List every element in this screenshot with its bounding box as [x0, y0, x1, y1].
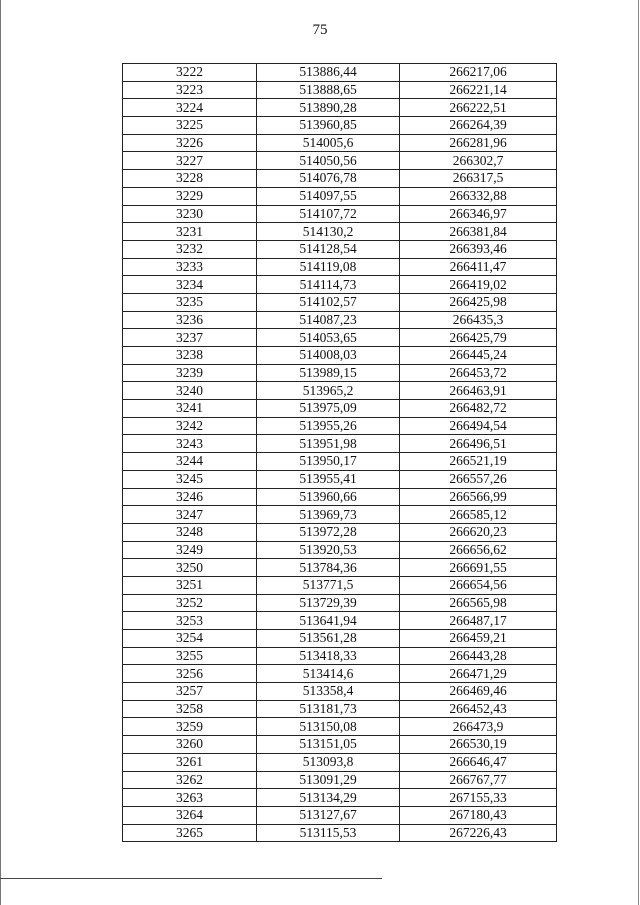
point-number-cell: 3250	[123, 559, 257, 577]
point-number-cell: 3254	[123, 630, 257, 648]
point-number-cell: 3231	[123, 223, 257, 241]
y-coordinate-cell: 266494,54	[400, 417, 557, 435]
x-coordinate-cell: 513955,41	[257, 470, 400, 488]
x-coordinate-cell: 514008,03	[257, 347, 400, 365]
y-coordinate-cell: 266425,98	[400, 293, 557, 311]
y-coordinate-cell: 266411,47	[400, 258, 557, 276]
point-number-cell: 3247	[123, 506, 257, 524]
y-coordinate-cell: 267180,43	[400, 806, 557, 824]
y-coordinate-cell: 266453,72	[400, 364, 557, 382]
y-coordinate-cell: 267155,33	[400, 789, 557, 807]
y-coordinate-cell: 266620,23	[400, 523, 557, 541]
x-coordinate-cell: 514130,2	[257, 223, 400, 241]
point-number-cell: 3257	[123, 683, 257, 701]
table-row	[123, 152, 557, 170]
table-row	[123, 700, 557, 718]
y-coordinate-cell: 266646,47	[400, 753, 557, 771]
table-row	[123, 347, 557, 365]
table-row	[123, 789, 557, 807]
point-number-cell: 3240	[123, 382, 257, 400]
table-row	[123, 99, 557, 117]
y-coordinate-cell: 266425,79	[400, 329, 557, 347]
point-number-cell: 3260	[123, 736, 257, 754]
table-row	[123, 630, 557, 648]
y-coordinate-cell: 266445,24	[400, 347, 557, 365]
point-number-cell: 3265	[123, 824, 257, 842]
point-number-cell: 3227	[123, 152, 257, 170]
y-coordinate-cell: 266302,7	[400, 152, 557, 170]
y-coordinate-cell: 266459,21	[400, 630, 557, 648]
y-coordinate-cell: 266471,29	[400, 665, 557, 683]
table-row	[123, 293, 557, 311]
page-number: 75	[312, 22, 328, 38]
x-coordinate-cell: 514097,55	[257, 187, 400, 205]
point-number-cell: 3225	[123, 117, 257, 135]
point-number-cell: 3253	[123, 612, 257, 630]
y-coordinate-cell: 266691,55	[400, 559, 557, 577]
x-coordinate-cell: 513955,26	[257, 417, 400, 435]
y-coordinate-cell: 266221,14	[400, 81, 557, 99]
table-row	[123, 453, 557, 471]
x-coordinate-cell: 514087,23	[257, 311, 400, 329]
x-coordinate-cell: 513729,39	[257, 594, 400, 612]
y-coordinate-cell: 267226,43	[400, 824, 557, 842]
x-coordinate-cell: 514053,65	[257, 329, 400, 347]
table-row	[123, 329, 557, 347]
table-row	[123, 559, 557, 577]
y-coordinate-cell: 266496,51	[400, 435, 557, 453]
y-coordinate-cell: 266585,12	[400, 506, 557, 524]
point-number-cell: 3245	[123, 470, 257, 488]
y-coordinate-cell: 266217,06	[400, 64, 557, 82]
y-coordinate-cell: 266473,9	[400, 718, 557, 736]
point-number-cell: 3242	[123, 417, 257, 435]
y-coordinate-cell: 266281,96	[400, 134, 557, 152]
y-coordinate-cell: 266487,17	[400, 612, 557, 630]
point-number-cell: 3261	[123, 753, 257, 771]
x-coordinate-cell: 513969,73	[257, 506, 400, 524]
x-coordinate-cell: 513975,09	[257, 400, 400, 418]
table-row	[123, 506, 557, 524]
x-coordinate-cell: 513150,08	[257, 718, 400, 736]
y-coordinate-cell: 266469,46	[400, 683, 557, 701]
point-number-cell: 3258	[123, 700, 257, 718]
point-number-cell: 3226	[123, 134, 257, 152]
point-number-cell: 3255	[123, 647, 257, 665]
table-row	[123, 117, 557, 135]
x-coordinate-cell: 513358,4	[257, 683, 400, 701]
y-coordinate-cell: 266566,99	[400, 488, 557, 506]
point-number-cell: 3236	[123, 311, 257, 329]
x-coordinate-cell: 513641,94	[257, 612, 400, 630]
y-coordinate-cell: 266767,77	[400, 771, 557, 789]
y-coordinate-cell: 266482,72	[400, 400, 557, 418]
x-coordinate-cell: 514102,57	[257, 293, 400, 311]
point-number-cell: 3229	[123, 187, 257, 205]
point-number-cell: 3251	[123, 576, 257, 594]
y-coordinate-cell: 266656,62	[400, 541, 557, 559]
x-coordinate-cell: 513920,53	[257, 541, 400, 559]
table-row	[123, 240, 557, 258]
x-coordinate-cell: 513989,15	[257, 364, 400, 382]
x-coordinate-cell: 513418,33	[257, 647, 400, 665]
table-row	[123, 665, 557, 683]
point-number-cell: 3223	[123, 81, 257, 99]
x-coordinate-cell: 513784,36	[257, 559, 400, 577]
x-coordinate-cell: 513886,44	[257, 64, 400, 82]
table-row	[123, 170, 557, 188]
y-coordinate-cell: 266530,19	[400, 736, 557, 754]
x-coordinate-cell: 513561,28	[257, 630, 400, 648]
x-coordinate-cell: 513960,66	[257, 488, 400, 506]
y-coordinate-cell: 266332,88	[400, 187, 557, 205]
y-coordinate-cell: 266565,98	[400, 594, 557, 612]
x-coordinate-cell: 514128,54	[257, 240, 400, 258]
x-coordinate-cell: 513091,29	[257, 771, 400, 789]
point-number-cell: 3264	[123, 806, 257, 824]
table-row	[123, 523, 557, 541]
y-coordinate-cell: 266393,46	[400, 240, 557, 258]
table-row	[123, 683, 557, 701]
x-coordinate-cell: 513134,29	[257, 789, 400, 807]
table-row	[123, 647, 557, 665]
table-row	[123, 824, 557, 842]
x-coordinate-cell: 513414,6	[257, 665, 400, 683]
point-number-cell: 3233	[123, 258, 257, 276]
x-coordinate-cell: 513888,65	[257, 81, 400, 99]
table-row	[123, 771, 557, 789]
point-number-cell: 3259	[123, 718, 257, 736]
y-coordinate-cell: 266654,56	[400, 576, 557, 594]
point-number-cell: 3222	[123, 64, 257, 82]
y-coordinate-cell: 266521,19	[400, 453, 557, 471]
table-row	[123, 417, 557, 435]
x-coordinate-cell: 513771,5	[257, 576, 400, 594]
y-coordinate-cell: 266452,43	[400, 700, 557, 718]
x-coordinate-cell: 514005,6	[257, 134, 400, 152]
table-row	[123, 382, 557, 400]
table-row	[123, 736, 557, 754]
y-coordinate-cell: 266222,51	[400, 99, 557, 117]
y-coordinate-cell: 266381,84	[400, 223, 557, 241]
table-row	[123, 134, 557, 152]
x-coordinate-cell: 513951,98	[257, 435, 400, 453]
point-number-cell: 3232	[123, 240, 257, 258]
x-coordinate-cell: 513127,67	[257, 806, 400, 824]
x-coordinate-cell: 514050,56	[257, 152, 400, 170]
x-coordinate-cell: 513181,73	[257, 700, 400, 718]
table-row	[123, 64, 557, 82]
table-row	[123, 541, 557, 559]
x-coordinate-cell: 513972,28	[257, 523, 400, 541]
table-row	[123, 594, 557, 612]
x-coordinate-cell: 513950,17	[257, 453, 400, 471]
y-coordinate-cell: 266419,02	[400, 276, 557, 294]
table-row	[123, 400, 557, 418]
point-number-cell: 3224	[123, 99, 257, 117]
page-right-edge	[638, 0, 639, 905]
table-row	[123, 311, 557, 329]
table-row	[123, 81, 557, 99]
table-row	[123, 806, 557, 824]
point-number-cell: 3248	[123, 523, 257, 541]
y-coordinate-cell: 266317,5	[400, 170, 557, 188]
coordinates-table-body	[123, 64, 557, 842]
point-number-cell: 3230	[123, 205, 257, 223]
y-coordinate-cell: 266435,3	[400, 311, 557, 329]
y-coordinate-cell: 266557,26	[400, 470, 557, 488]
x-coordinate-cell: 513960,85	[257, 117, 400, 135]
point-number-cell: 3241	[123, 400, 257, 418]
x-coordinate-cell: 513965,2	[257, 382, 400, 400]
coordinates-table	[122, 63, 557, 842]
x-coordinate-cell: 513151,05	[257, 736, 400, 754]
x-coordinate-cell: 514107,72	[257, 205, 400, 223]
point-number-cell: 3252	[123, 594, 257, 612]
point-number-cell: 3246	[123, 488, 257, 506]
point-number-cell: 3237	[123, 329, 257, 347]
footer-rule	[0, 878, 382, 879]
table-row	[123, 753, 557, 771]
point-number-cell: 3238	[123, 347, 257, 365]
table-row	[123, 205, 557, 223]
x-coordinate-cell: 513093,8	[257, 753, 400, 771]
point-number-cell: 3239	[123, 364, 257, 382]
table-row	[123, 576, 557, 594]
y-coordinate-cell: 266443,28	[400, 647, 557, 665]
table-row	[123, 364, 557, 382]
table-row	[123, 612, 557, 630]
table-row	[123, 488, 557, 506]
y-coordinate-cell: 266346,97	[400, 205, 557, 223]
table-row	[123, 258, 557, 276]
point-number-cell: 3262	[123, 771, 257, 789]
point-number-cell: 3263	[123, 789, 257, 807]
table-row	[123, 187, 557, 205]
x-coordinate-cell: 513115,53	[257, 824, 400, 842]
point-number-cell: 3244	[123, 453, 257, 471]
table-row	[123, 718, 557, 736]
y-coordinate-cell: 266463,91	[400, 382, 557, 400]
y-coordinate-cell: 266264,39	[400, 117, 557, 135]
point-number-cell: 3243	[123, 435, 257, 453]
x-coordinate-cell: 513890,28	[257, 99, 400, 117]
x-coordinate-cell: 514076,78	[257, 170, 400, 188]
point-number-cell: 3256	[123, 665, 257, 683]
point-number-cell: 3228	[123, 170, 257, 188]
point-number-cell: 3234	[123, 276, 257, 294]
x-coordinate-cell: 514119,08	[257, 258, 400, 276]
x-coordinate-cell: 514114,73	[257, 276, 400, 294]
point-number-cell: 3235	[123, 293, 257, 311]
point-number-cell: 3249	[123, 541, 257, 559]
table-row	[123, 435, 557, 453]
table-row	[123, 223, 557, 241]
table-row	[123, 470, 557, 488]
table-row	[123, 276, 557, 294]
page-left-edge	[0, 0, 1, 905]
